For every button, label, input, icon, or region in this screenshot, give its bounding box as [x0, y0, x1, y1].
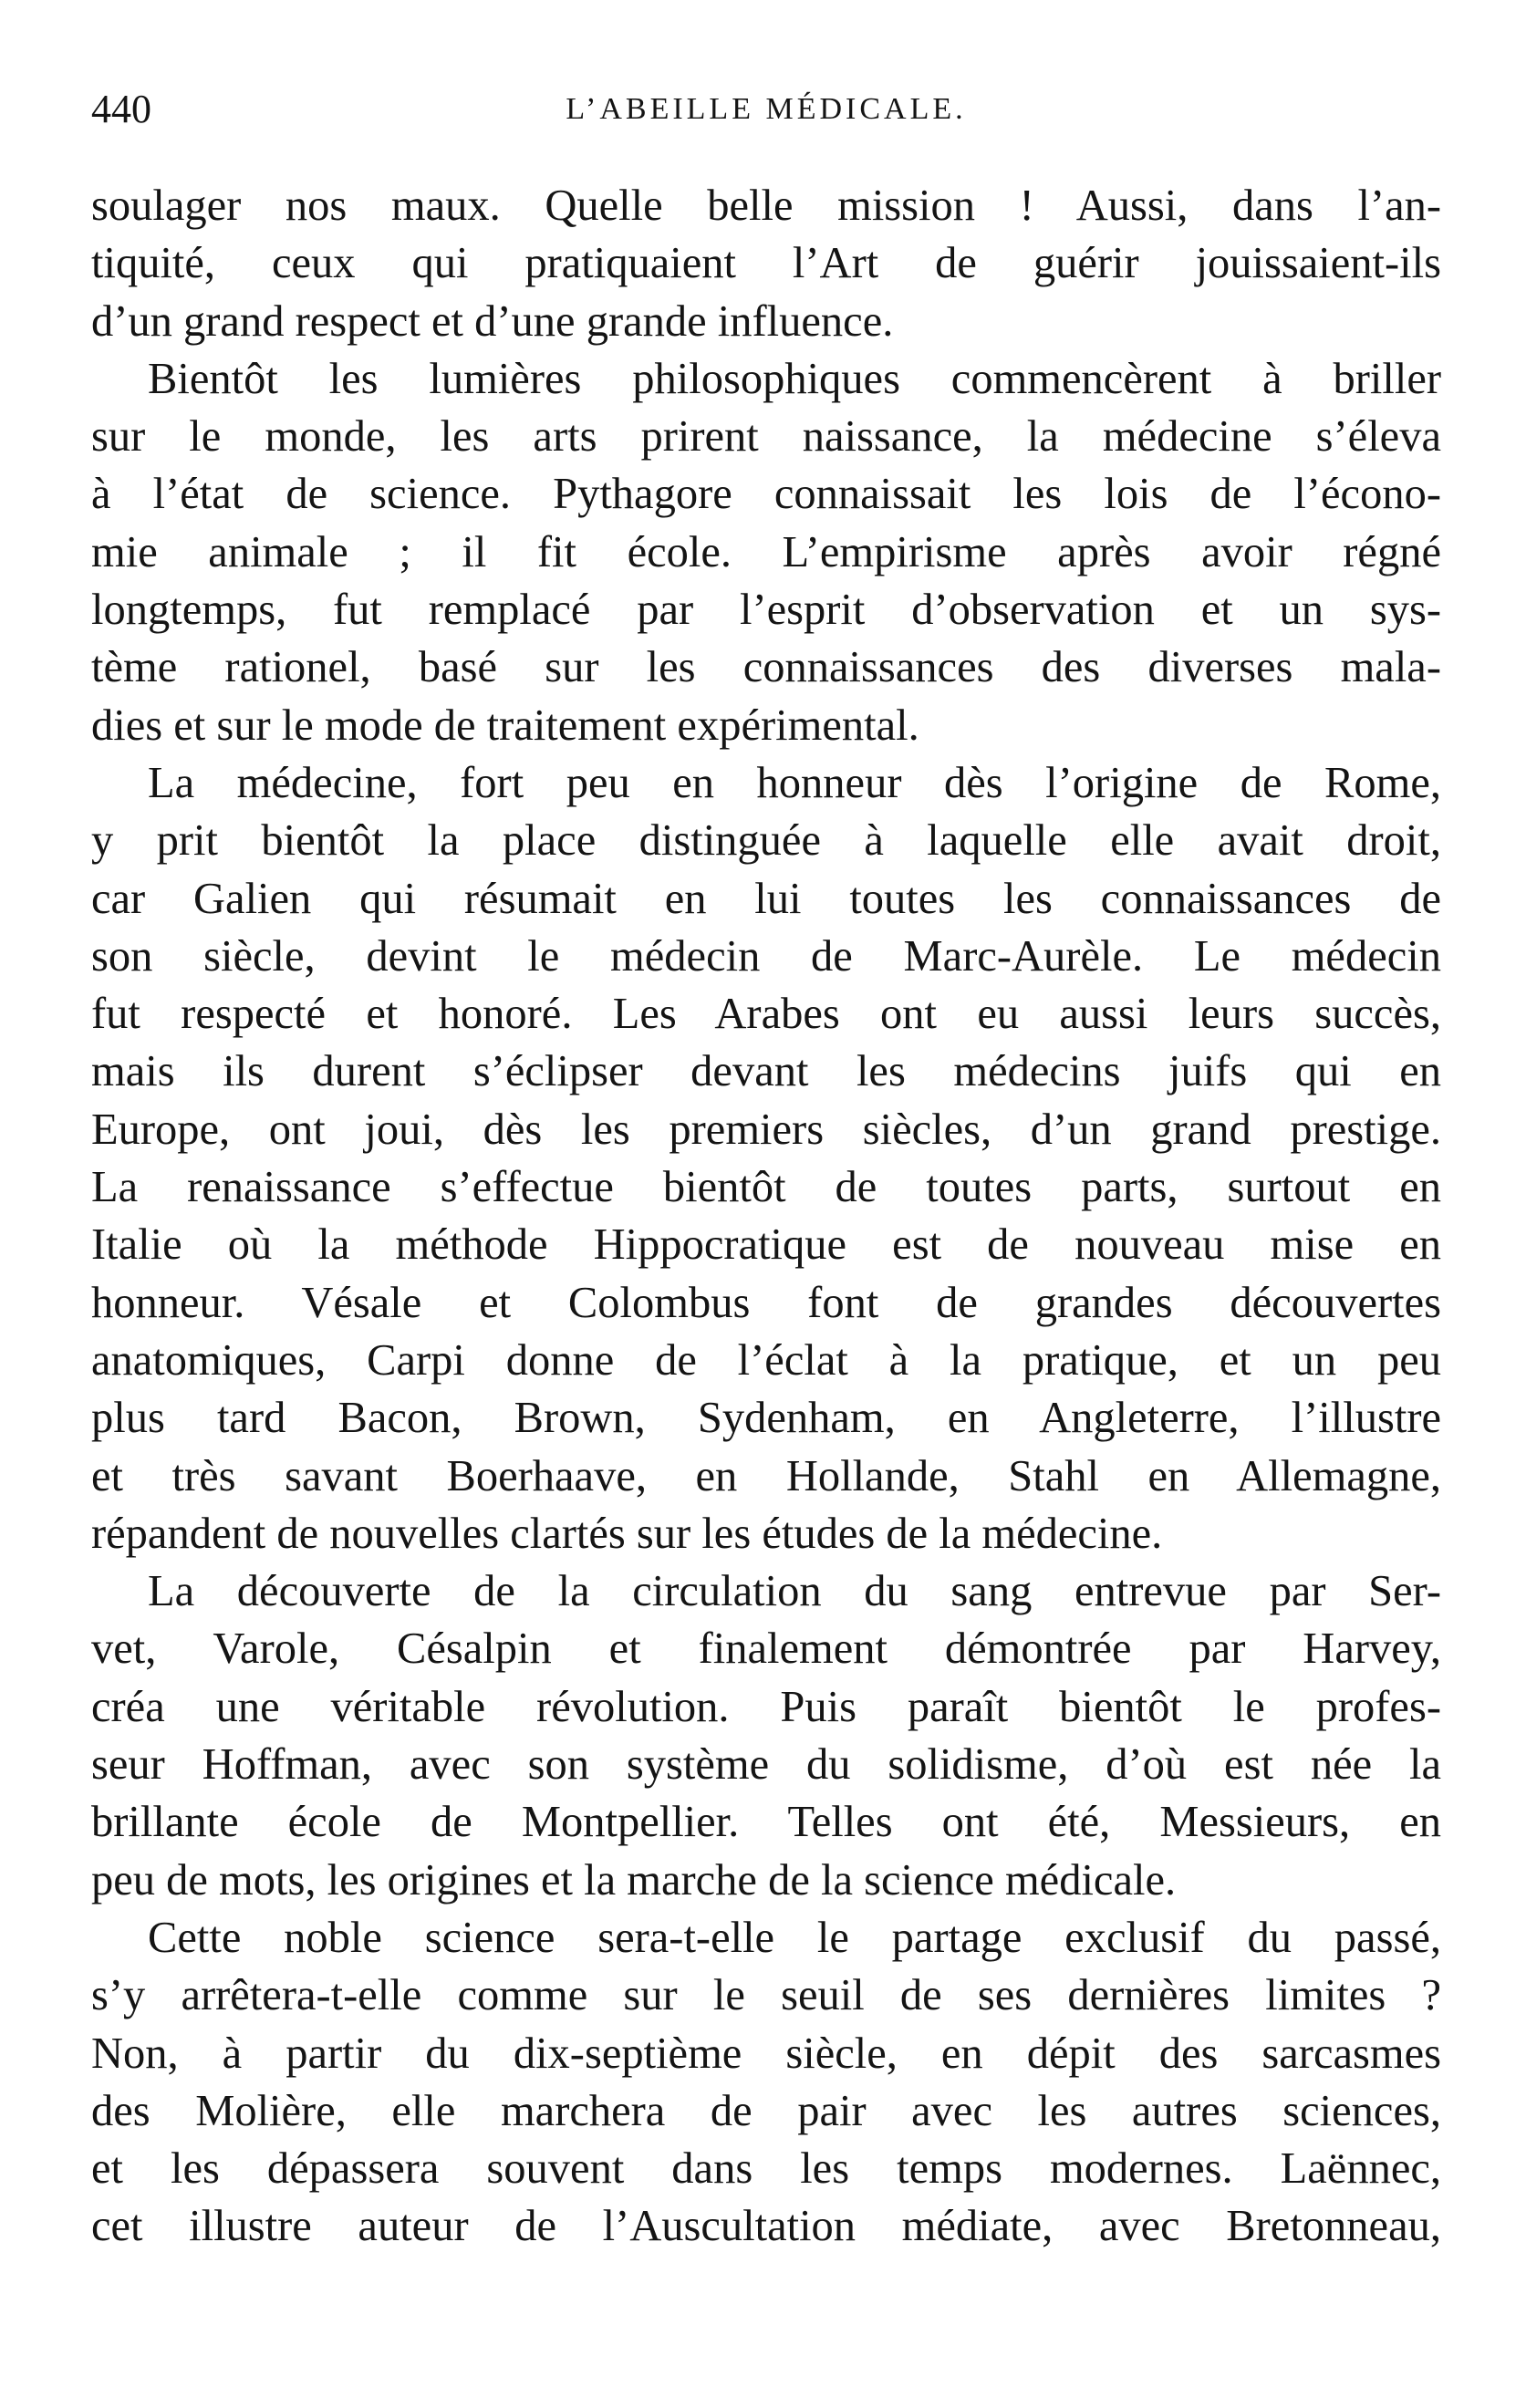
text-line: dies et sur le mode de traitement expérimental. — [91, 701, 919, 750]
text-line: Italie où la méthode Hippocratique est de nouveau mise en — [91, 1220, 1441, 1270]
text-line: s’y arrêtera-t-elle comme sur le seuil de ses dernières limites ? — [91, 1971, 1441, 2020]
text-line: La renaissance s’effectue bientôt de toutes parts, surtout en — [91, 1163, 1441, 1212]
text-line: soulager nos maux. Quelle belle mission ! Aussi, dans l’an- — [91, 182, 1441, 230]
text-line: des Molière, elle marchera de pair avec les autres sciences, — [91, 2086, 1441, 2135]
text-line: honneur. Vésale et Colombus font de grandes découvertes — [91, 1278, 1441, 1327]
page-number: 440 — [91, 87, 151, 131]
text-line: Bientôt les lumières philosophiques commencèrent à briller — [148, 354, 1441, 403]
text-line: vet, Varole, Césalpin et finalement démontrée par Harvey, — [91, 1624, 1441, 1674]
text-line: tème rationel, basé sur les connaissances des diverses mala- — [91, 643, 1441, 692]
running-head — [91, 80, 1441, 139]
text-line: et les dépassera souvent dans les temps modernes. Laënnec, — [91, 2144, 1441, 2194]
text-line: répandent de nouvelles clartés sur les études de la médecine. — [91, 1509, 1163, 1558]
text-line: y prit bientôt la place distinguée à laquelle elle avait droit, — [91, 816, 1441, 866]
text-line: brillante école de Montpellier. Telles ont été, Messieurs, en — [91, 1798, 1441, 1847]
text-line: Cette noble science sera-t-elle le partage exclusif du passé, — [148, 1913, 1441, 1962]
text-line: car Galien qui résumait en lui toutes les connaissances de — [91, 874, 1441, 923]
text-line: cet illustre auteur de l’Auscultation médiate, avec Bretonneau, — [91, 2202, 1441, 2251]
text-line: tiquité, ceux qui pratiquaient l’Art de guérir jouissaient-ils — [91, 239, 1441, 288]
running-title: L’ABEILLE MÉDICALE. — [566, 92, 967, 126]
text-line: Europe, ont joui, dès les premiers siècles, d’un grand prestige. — [91, 1105, 1441, 1154]
text-line: son siècle, devint le médecin de Marc-Aurèle. Le médecin — [91, 931, 1441, 981]
text-line: peu de mots, les origines et la marche de la science médicale. — [91, 1855, 1177, 1905]
text-line: La découverte de la circulation du sang entrevue par Ser- — [148, 1567, 1441, 1616]
text-line: anatomiques, Carpi donne de l’éclat à la pratique, et un peu — [91, 1335, 1441, 1385]
text-line: longtemps, fut remplacé par l’esprit d’observation et un sys- — [91, 586, 1441, 635]
body-text — [91, 177, 1441, 2256]
book-page — [91, 80, 1441, 2256]
text-line: seur Hoffman, avec son système du solidisme, d’où est née la — [91, 1740, 1441, 1790]
text-line: sur le monde, les arts prirent naissance, la médecine s’éleva — [91, 412, 1441, 462]
text-line: mais ils durent s’éclipser devant les médecins juifs qui en — [91, 1047, 1441, 1096]
text-line: et très savant Boerhaave, en Hollande, Stahl en Allemagne, — [91, 1451, 1441, 1500]
text-line: fut respecté et honoré. Les Arabes ont eu aussi leurs succès, — [91, 990, 1441, 1039]
text-line: La médecine, fort peu en honneur dès l’origine de Rome, — [148, 758, 1441, 807]
text-line: plus tard Bacon, Brown, Sydenham, en Angleterre, l’illustre — [91, 1394, 1441, 1443]
text-line: Non, à partir du dix-septième siècle, en dépit des sarcasmes — [91, 2029, 1441, 2078]
text-line: à l’état de science. Pythagore connaissait les lois de l’écono- — [91, 470, 1441, 519]
text-line: mie animale ; il fit école. L’empirisme après avoir régné — [91, 527, 1441, 576]
text-line: créa une véritable révolution. Puis paraît bientôt le profes- — [91, 1682, 1441, 1731]
text-line: d’un grand respect et d’une grande influence. — [91, 296, 894, 346]
